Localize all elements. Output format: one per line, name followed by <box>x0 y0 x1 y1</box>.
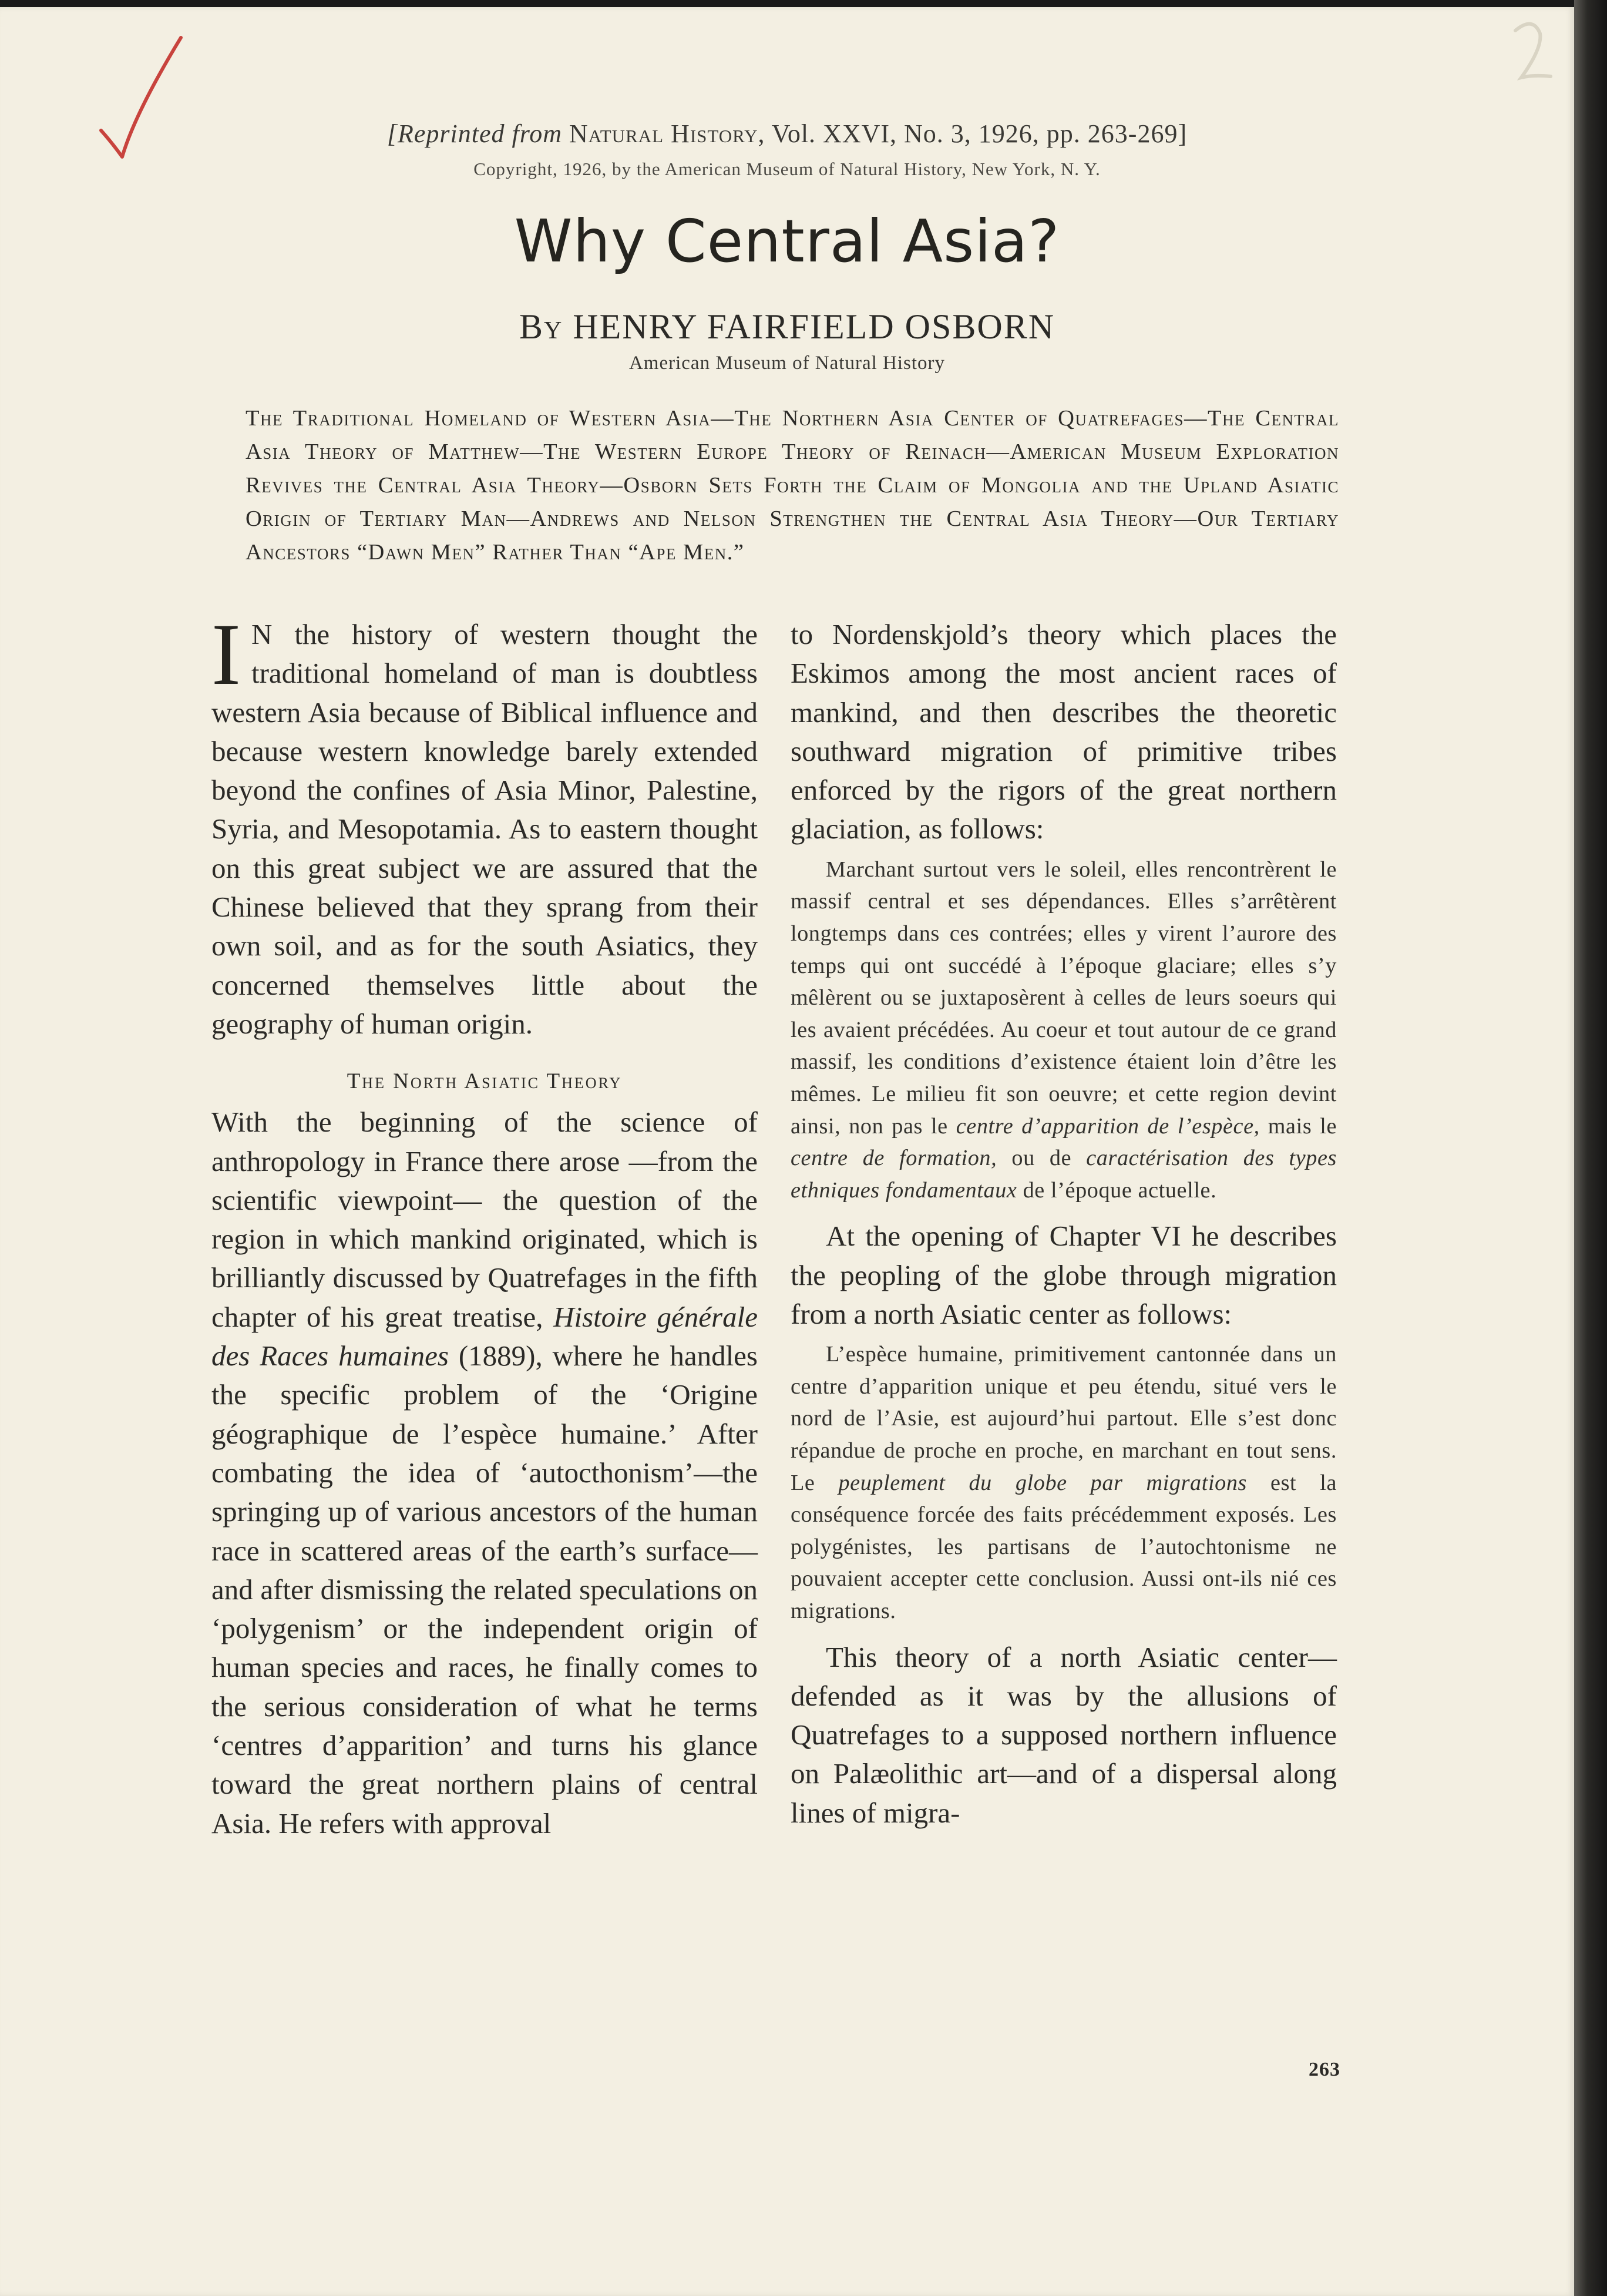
right-column <box>791 615 1337 1832</box>
drop-cap: I <box>211 606 241 703</box>
reprint-prefix: [Reprinted from <box>386 119 569 148</box>
quote-text-segment: de l’époque actuelle. <box>1017 1177 1217 1203</box>
body-text-segment: With the beginning of the science of anthropology in France there arose —from the scientific viewpoint— the question of the region in which mankind originated, which is brilliantly discussed by Quatrefages in the fifth chapter of his great treatise, <box>211 1106 758 1333</box>
body-paragraph: This theory of a north Asiatic center—defended as it was by the allusions of Quatrefages to a supposed northern influence on Palæolithic art—and of a dispersal along lines of migra- <box>791 1640 1337 1829</box>
byline-by: By <box>519 307 563 346</box>
reprint-citation <box>0 119 1574 149</box>
quote-italic-segment: peuplement du globe par migrations <box>838 1470 1248 1495</box>
left-column <box>211 606 758 1843</box>
book-title: Histoire générale des Races humaines <box>211 1300 758 1372</box>
intro-paragraph <box>211 606 758 1043</box>
copyright-notice: Copyright, 1926, by the American Museum of Natural History, New York, N. Y. <box>473 159 1101 179</box>
article-title: Why Central Asia? <box>514 207 1060 276</box>
body-text-segment: (1889), where he handles the specific problem of the ‘Origine géographique de l’espèce humaine.’ After combating the idea of ‘autocthonism’—the springing up of various ancestors of the human race in scattered areas of the earth’s surface—and after dismissing the related speculations on ‘polygenism’ or the independent origin of human species and races, he finally comes to the serious consideration of what he terms ‘centres d’apparition’ and turns his glance toward the great northern plains of central Asia. He refers with approval <box>211 1340 758 1840</box>
body-paragraph: to Nordenskjold’s theory which places the Eskimos among the most ancient races of mankind, and then describes the theoretic southward migration of primitive tribes enforced by the rigors of the great northern glaciation, as follows: <box>791 618 1337 845</box>
section-heading: The North Asiatic Theory <box>347 1069 623 1094</box>
french-quotation <box>791 854 1337 1207</box>
quote-text-segment: Marchant surtout vers le soleil, elles rencontrèrent le massif central et ses dépendances. Elles s’arrêtèrent longtemps dans ces contrées; elles y virent l’aurore des temps qui ont succédé à l’époque glaciare; elles s’y mêlèrent ou se juxtaposèrent à celles de leurs soeurs qui les avaient précédées. Au coeur et tout autour de ce grand massif, les conditions d’existence étaient loin d’être les mêmes. Le milieu fit son oeuvre; et cette region devint ainsi, non pas le <box>791 857 1337 1139</box>
reprint-journal: Natural History <box>569 119 758 148</box>
page-sheet <box>0 7 1574 2296</box>
reprint-details: , Vol. XXVI, No. 3, 1926, pp. 263-269] <box>758 119 1188 148</box>
quote-text-segment: L’espèce humaine, primitivement cantonnée dans un centre d’apparition unique et peu étendu, situé vers le nord de l’Asie, est aujourd’hui partout. Elle s’est donc répandue de proche en proche, en marchant en tout sens. Le <box>791 1342 1337 1495</box>
pencil-corner-mark-icon <box>1504 13 1562 89</box>
body-paragraph <box>211 1103 758 1843</box>
page-number: 263 <box>1309 2059 1340 2080</box>
quote-italic-segment: caractérisation des types ethniques fondamentaux <box>791 1146 1337 1203</box>
quote-italic-segment: centre de formation, <box>791 1146 997 1171</box>
scan-background-edge <box>1574 0 1607 2296</box>
article-summary: The Traditional Homeland of Western Asia—The Northern Asia Center of Quatrefages—The Central Asia Theory of Matthew—The Western Europe Theory of Reinach—American Museum Exploration Revives the Central Asia Theory—Osborn Sets Forth the Claim of Mongolia and the Upland Asiatic Origin of Tertiary Man—Andrews and Nelson Strengthen the Central Asia Theory—Our Tertiary Ancestors “Dawn Men” Rather Than “Ape Men.” <box>246 406 1339 565</box>
french-quotation <box>791 1338 1337 1627</box>
quote-italic-segment: centre d’apparition de l’espèce, <box>956 1113 1260 1139</box>
body-paragraph: At the opening of Chapter VI he describes the peopling of the globe through migration from a north Asiatic center as follows: <box>791 1220 1337 1330</box>
byline <box>0 307 1574 347</box>
intro-text: N the history of western thought the traditional homeland of man is doubtless western Asia because of Biblical influence and because western knowledge barely extended beyond the confines of Asia Minor, Palestine, Syria, and Mesopotamia. As to eastern thought on this great subject we are assured that the Chinese believed that they sprang from their own soil, and as for the south Asiatics, they concerned themselves little about the geography of human origin. <box>211 618 758 1040</box>
author-affiliation: American Museum of Natural History <box>628 353 946 374</box>
quote-text-segment: est la conséquence forcée des faits précédemment exposés. Les polygénistes, les partisans de l’autochtonisme ne pouvaient accepter cette conclusion. Aussi ont-ils nié ces migrations. <box>791 1470 1337 1623</box>
quote-text-segment: ou de <box>997 1146 1087 1171</box>
author-name: HENRY FAIRFIELD OSBORN <box>573 307 1055 346</box>
quote-text-segment: mais le <box>1259 1113 1337 1139</box>
